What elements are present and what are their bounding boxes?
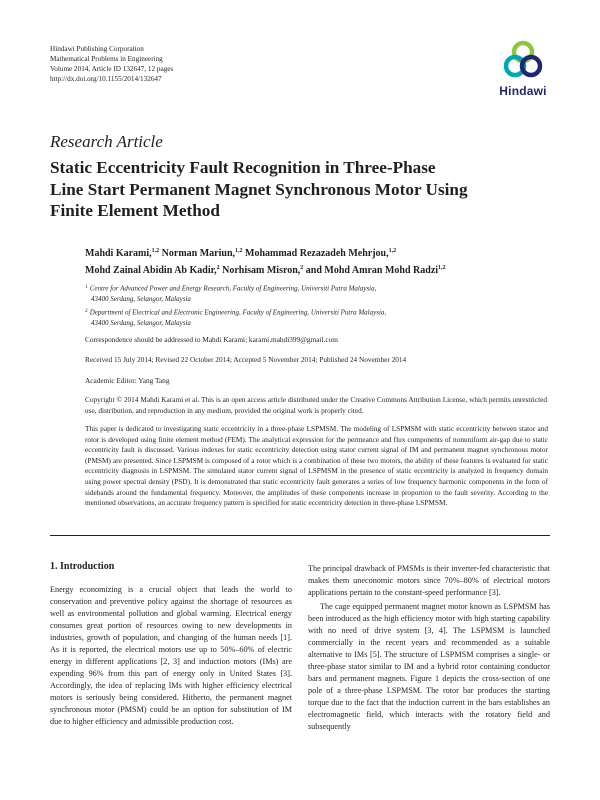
body-paragraph: The principal drawback of PMSMs is their inverter-fed characteristic that makes them uneconomic motors since 70%–80% of electrical motors applications pertain to the constant-speed performance [3]. [308,564,550,597]
article-type: Research Article [50,132,163,151]
article-title [50,157,550,222]
journal-header [50,44,350,84]
author-line [85,262,555,279]
author-name: Mohd Zainal Abidin Ab Kadir, [85,265,217,276]
abstract: This paper is dedicated to investigating static eccentricity in a three-phase LSPMSM. The modeling of LSPMSM with static eccentricity between stator and rotor is developed using finite element method (FEM). The analytical expression for the permeance and flux components of nonuniform air-gap due to static eccentricity fault is discussed. Various indexes for static eccentricity detection using stator current signal of IM and permanent magnet synchronous motor (PMSM) are presented. Since LSPMSM is composed of a rotor which is a combination of these two motors, the ability of these features is evaluated for static eccentricity diagnosis in LSPMSM. The simulated stator current signal of LSPMSM in the presence of static eccentricity is analyzed in frequency domain using power spectral density (PSD). It is demonstrated that static eccentricity fault generates a series of low frequency harmonic components in the form of sidebands around the fundamental frequency. Moreover, the amplitudes of these components increase in proportion to the fault severity. According to the mentioned observations, an accurate frequency pattern is specified for static eccentricity detection in three-phase LSPMSM. [85,424,548,508]
publication-dates: Received 15 July 2014; Revised 22 October 2014; Accepted 5 November 2014; Published 24 November 2014 [85,355,407,364]
logo-wordmark: Hindawi [499,84,547,98]
author-affil-marker: 1,2 [151,248,160,254]
correspondence: Correspondence should be addressed to Mahdi Karami; karami.mahdi399@gmail.com [85,335,338,344]
affiliation-address: 43400 Serdang, Selangor, Malaysia [91,295,191,304]
author-name: and Mohd Amran Mohd Radzi [305,265,439,276]
title-line: Static Eccentricity Fault Recognition in Three-Phase [50,158,436,177]
affiliation-number: 2 [85,308,88,314]
title-line: Finite Element Method [50,201,220,220]
hindawi-logo [497,38,549,104]
academic-editor: Academic Editor: Yang Tang [85,376,170,385]
author-list [85,245,555,279]
affiliation-1 [85,282,545,305]
journal-name: Mathematical Problems in Engineering [50,55,163,63]
section-heading-introduction: 1. Introduction [50,561,115,572]
author-affil-marker: 1,2 [438,265,446,271]
hindawi-rings-icon [501,38,545,82]
author-affil-marker: 1,2 [388,248,397,254]
author-affil-marker: 2 [216,265,220,271]
affiliation-text: Centre for Advanced Power and Energy Research, Faculty of Engineering, Universiti Putra Malaysia, [89,284,377,293]
copyright-notice: Copyright © 2014 Mahdi Karami et al. This is an open access article distributed under the Creative Commons Attribution License, which permits unrestricted use, distribution, and reproduction in any medium, provided the original work is properly cited. [85,395,547,415]
doi-link[interactable]: http://dx.doi.org/10.1155/2014/132647 [50,75,162,83]
left-column [50,584,292,800]
affiliation-address: 43400 Serdang, Selangor, Malaysia [91,319,191,328]
affiliation-number: 1 [85,284,88,290]
volume-line: Volume 2014, Article ID 132647, 12 pages [50,65,174,73]
title-line: Line Start Permanent Magnet Synchronous Motor Using [50,179,468,199]
author-name: Mahdi Karami, [85,248,152,259]
author-affil-marker: 1,2 [235,248,243,254]
body-paragraph: Energy economizing is a crucial object that leads the world to conservation and preventive policy against the shortage of resources as well as environmental pollution and global warming. Electrical energy consumes great portion of resources owing to new developments in industries, growth of population, and changing of the human needs [1]. As it is reported, the electrical motors use up to 50%–60% of electric energy in different applications [2, 3] and induction motors (IMs) are expending 96% from this part of energy only in United States [3]. Accordingly, the idea of replacing IMs with higher efficiency electrical motors is seriously being considered. Hitherto, the permanent magnet synchronous motor (PMSM) could be an option for substitution of IM due to higher efficiency and admissible production cost. [50,585,292,726]
author-affil-marker: 2 [300,265,304,271]
right-column [308,563,550,800]
author-line [85,245,555,262]
affiliation-text: Department of Electrical and Electronic Engineering, Faculty of Engineering, Universiti Putra Malaysia, [89,308,387,317]
author-name: Mohammad Rezazadeh Mehrjou, [245,248,389,259]
publisher: Hindawi Publishing Corporation [50,45,144,53]
section-divider [50,535,550,536]
affiliation-2 [85,306,545,329]
author-name: Norhisam Misron, [222,265,301,276]
author-name: Norman Mariun, [161,248,236,259]
body-paragraph: The cage equipped permanent magnet motor known as LSPMSM has been introduced as the high efficiency motor with high starting capability with no need of drive system [3, 4]. The LSPMSM is launched commercially in the recent years and recommended as a suitable alternative to IMs [5]. The structure of LSPMSM comprises a single- or three-phase stator similar to IM and a hybrid rotor containing conductor bars and permanent magnets. Figure 1 depicts the cross-section of one pole of a three-phase LSPMSM. The rotor bar produces the starting torque due to the fact that the induction current in the bars establishes an electromagnetic field, which interacts with the rotatory field and subsequently [308,602,550,731]
